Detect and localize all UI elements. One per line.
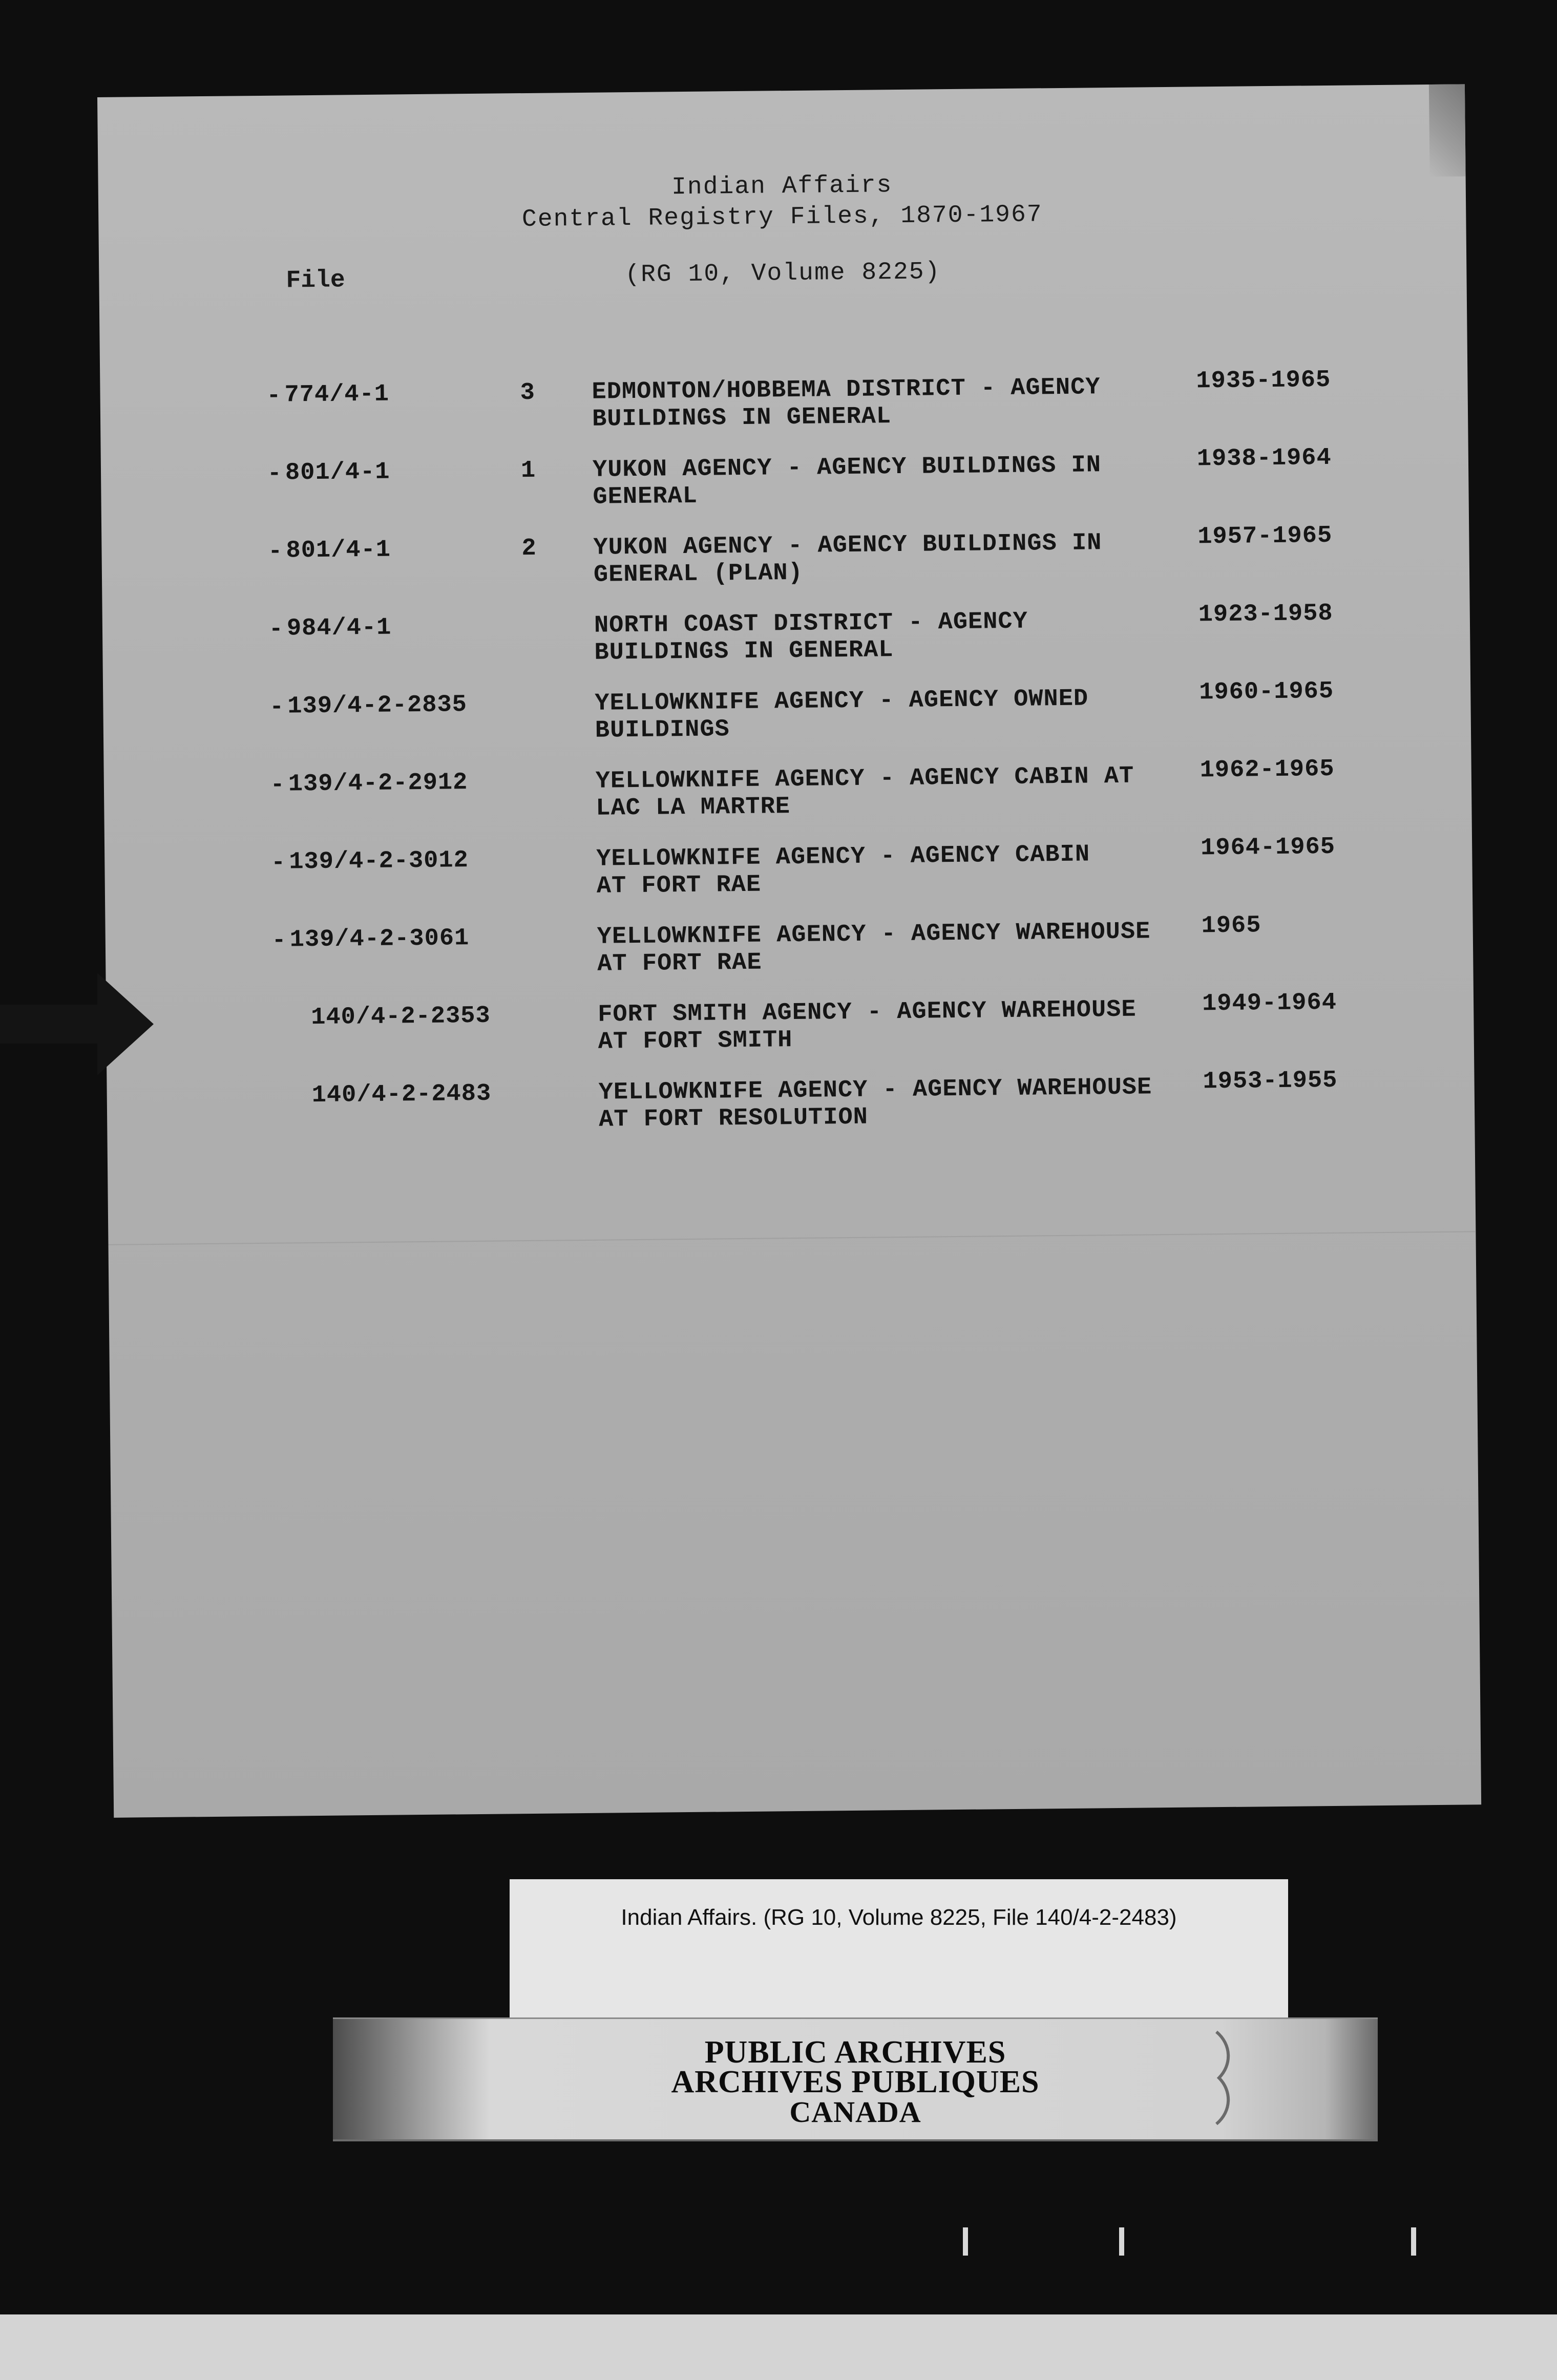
file-entry-row — [106, 989, 1474, 1078]
file-description — [598, 1074, 1152, 1134]
date-range: 1957-1965 — [1197, 522, 1333, 551]
file-number: 139/4-2-3012 — [289, 847, 469, 876]
stamp-line-1: PUBLIC ARCHIVES — [704, 2035, 1006, 2070]
date-range: 1923-1958 — [1198, 600, 1333, 629]
volume-reference: (RG 10, Volume 8225) — [625, 258, 941, 289]
file-number: 801/4-1 — [286, 536, 391, 565]
entry-tick-mark: - — [268, 615, 283, 643]
description-line-2: BUILDINGS — [595, 715, 730, 745]
description-line-1: YELLOWKNIFE AGENCY - AGENCY WAREHOUSE — [598, 1074, 1152, 1107]
file-entry-row — [106, 912, 1474, 1001]
archives-stamp — [333, 2017, 1378, 2141]
file-description — [593, 452, 1102, 511]
film-tick-mark — [963, 2227, 968, 2256]
entry-tick-mark: - — [271, 849, 286, 876]
description-line-1: YELLOWKNIFE AGENCY - AGENCY CABIN AT — [595, 762, 1134, 795]
file-number: 140/4-2-2483 — [311, 1080, 492, 1110]
description-line-2: AT FORT RAE — [596, 871, 762, 900]
description-line-2: AT FORT RAE — [597, 949, 762, 978]
description-line-1: FORT SMITH AGENCY - AGENCY WAREHOUSE — [597, 996, 1137, 1029]
document-page — [97, 84, 1481, 1817]
file-description — [593, 530, 1102, 589]
entry-tick-mark: - — [267, 460, 282, 487]
file-description — [594, 609, 1028, 667]
description-line-1: YUKON AGENCY - AGENCY BUILDINGS IN — [592, 452, 1102, 484]
document-subtitle: Central Registry Files, 1870-1967 — [521, 201, 1043, 234]
description-line-1: YELLOWKNIFE AGENCY - AGENCY CABIN — [596, 841, 1090, 873]
file-entry-row — [104, 755, 1472, 845]
pointer-arrow-icon — [0, 973, 174, 1075]
entry-tick-mark: - — [268, 538, 283, 565]
file-entry-row — [101, 444, 1469, 534]
description-line-2: BUILDINGS IN GENERAL — [594, 636, 894, 667]
file-number: 801/4-1 — [285, 458, 390, 487]
film-tick-mark — [1411, 2227, 1416, 2256]
description-line-1: YUKON AGENCY - AGENCY BUILDINGS IN — [593, 529, 1102, 562]
file-number: 774/4-1 — [284, 380, 390, 409]
file-entry-row — [100, 366, 1468, 456]
clip-bracket-icon — [1214, 2029, 1234, 2127]
entry-tick-mark: - — [269, 693, 284, 720]
page-crease — [109, 1231, 1476, 1245]
entry-tick-mark: - — [270, 771, 285, 798]
entry-tick-mark: - — [266, 382, 281, 409]
file-entry-row — [107, 1067, 1475, 1156]
file-column-header: File — [286, 266, 345, 295]
file-description — [596, 841, 1090, 900]
stamp-line-2: ARCHIVES PUBLIQUES — [671, 2065, 1040, 2099]
file-number: 984/4-1 — [286, 614, 392, 643]
description-line-2: BUILDINGS IN GENERAL — [592, 402, 892, 433]
date-range: 1962-1965 — [1200, 755, 1335, 784]
file-number: 139/4-2-2835 — [287, 691, 468, 720]
date-range: 1935-1965 — [1196, 366, 1331, 395]
description-line-2: LAC LA MARTRE — [596, 793, 791, 822]
caption-text: Indian Affairs. (RG 10, Volume 8225, File 140/4-2-2483) — [621, 1905, 1177, 1930]
part-number: 1 — [520, 457, 536, 485]
description-line-2: GENERAL (PLAN) — [593, 559, 804, 589]
stamp-line-3: CANADA — [789, 2095, 921, 2129]
file-description — [597, 919, 1151, 978]
date-range: 1960-1965 — [1199, 677, 1334, 707]
file-entry-row — [104, 833, 1472, 923]
file-number: 139/4-2-3061 — [289, 925, 470, 954]
date-range: 1964-1965 — [1200, 833, 1336, 862]
date-range: 1938-1964 — [1196, 444, 1332, 473]
description-line-1: YELLOWKNIFE AGENCY - AGENCY WAREHOUSE — [597, 918, 1151, 951]
document-title: Indian Affairs — [671, 172, 893, 202]
film-tick-mark — [1119, 2227, 1124, 2256]
description-line-1: NORTH COAST DISTRICT - AGENCY — [594, 608, 1028, 640]
file-number: 140/4-2-2353 — [311, 1002, 491, 1032]
date-range: 1965 — [1201, 912, 1261, 940]
film-edge — [0, 2314, 1557, 2380]
entry-tick-mark: - — [271, 927, 286, 954]
part-number: 3 — [520, 379, 536, 407]
file-entry-row — [102, 600, 1470, 689]
part-number: 2 — [521, 535, 537, 563]
file-number: 139/4-2-2912 — [288, 769, 468, 798]
file-description — [598, 997, 1137, 1056]
description-line-2: GENERAL — [593, 482, 698, 511]
description-line-1: EDMONTON/HOBBEMA DISTRICT - AGENCY — [592, 374, 1101, 406]
file-description — [596, 763, 1134, 822]
description-line-2: AT FORT SMITH — [598, 1026, 793, 1056]
description-line-1: YELLOWKNIFE AGENCY - AGENCY OWNED — [595, 685, 1089, 717]
file-entry-row — [103, 677, 1471, 767]
file-description — [592, 374, 1101, 433]
date-range: 1949-1964 — [1202, 989, 1337, 1018]
file-description — [595, 686, 1089, 744]
file-entry-row — [101, 522, 1469, 611]
description-line-2: AT FORT RESOLUTION — [598, 1103, 869, 1134]
date-range: 1953-1955 — [1203, 1067, 1338, 1096]
